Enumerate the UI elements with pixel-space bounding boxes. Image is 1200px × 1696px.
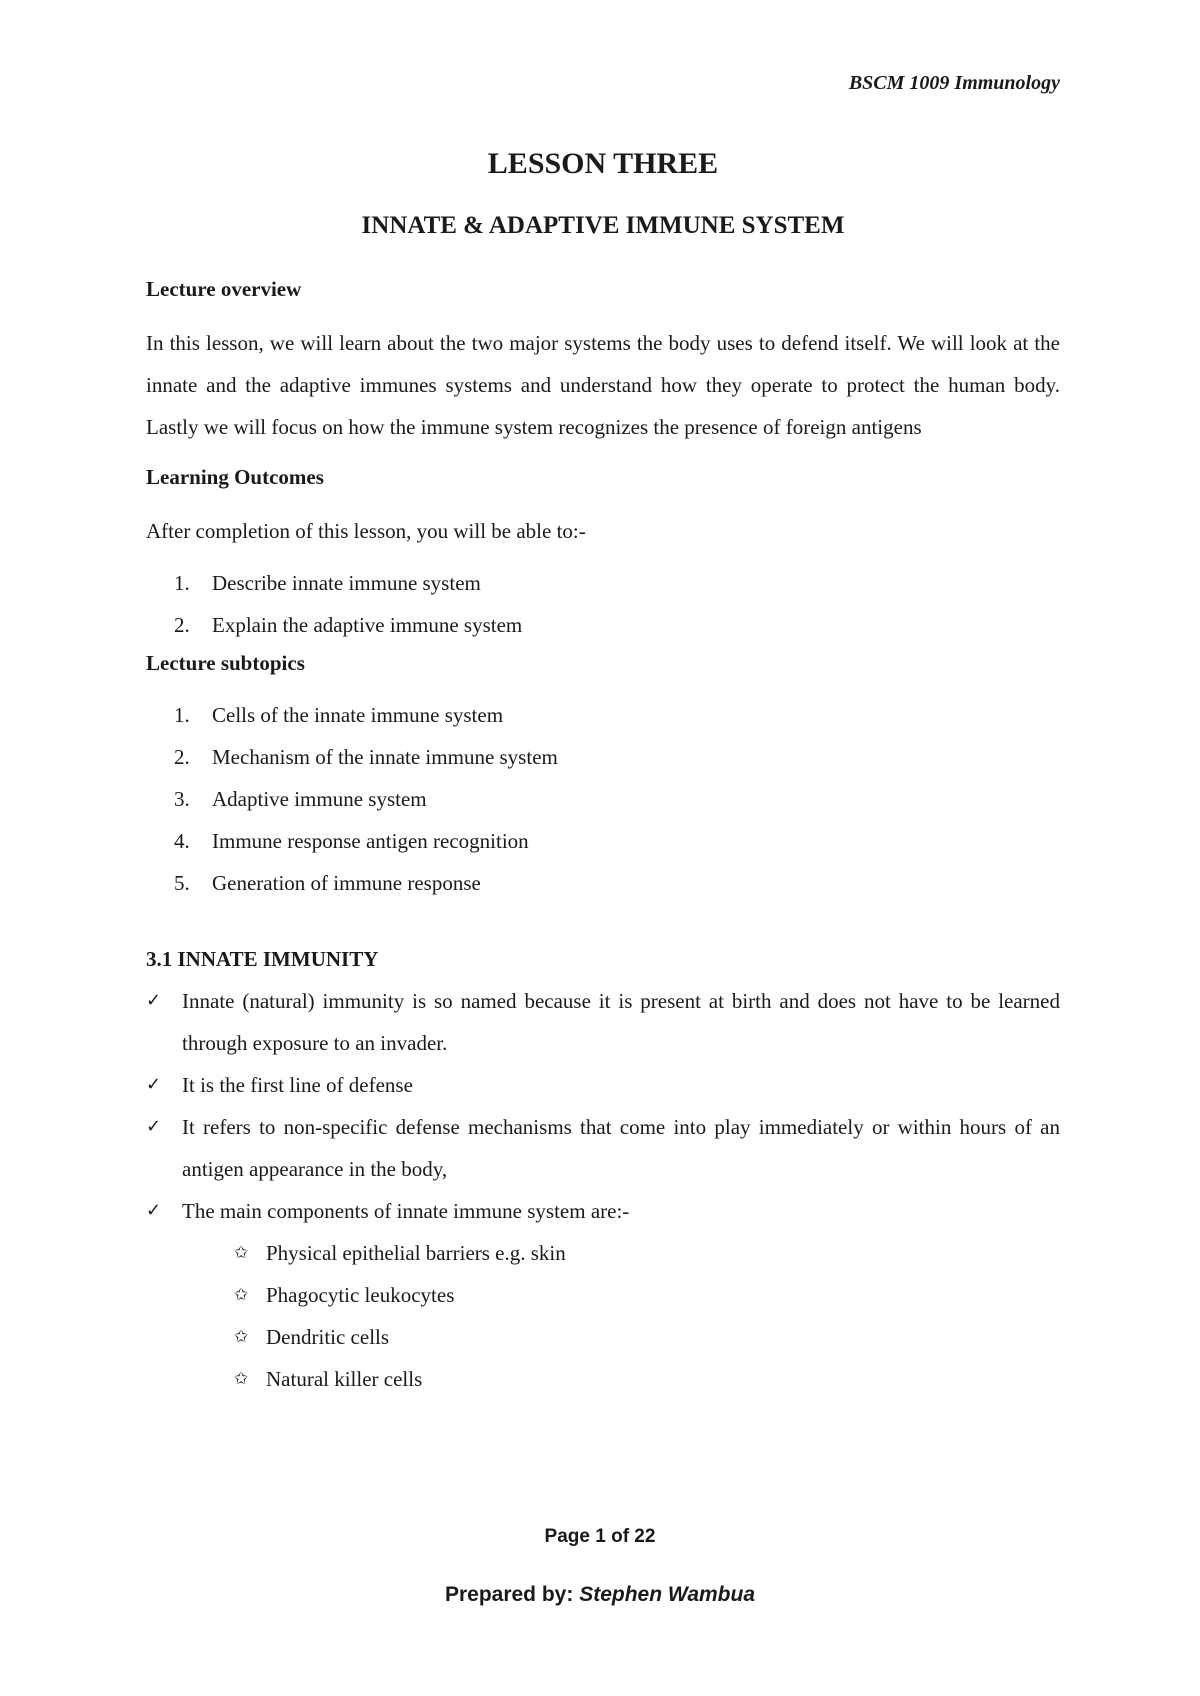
- list-text: Generation of immune response: [212, 871, 481, 895]
- list-number: 4.: [174, 829, 190, 853]
- list-text: It is the first line of defense: [182, 1073, 413, 1097]
- page-number: Page 1 of 22: [544, 1526, 656, 1547]
- list-item: [146, 562, 1060, 604]
- list-number: 1.: [174, 703, 190, 727]
- subtopics-list: [146, 694, 1060, 904]
- list-text: The main components of innate immune system are:-: [182, 1199, 630, 1223]
- list-item: [146, 778, 1060, 820]
- outcomes-heading: Learning Outcomes: [146, 465, 324, 489]
- star-outline-icon: ✩: [234, 1243, 249, 1263]
- list-item: [146, 1190, 1060, 1232]
- list-item: [146, 820, 1060, 862]
- list-item: [146, 1232, 1060, 1274]
- list-item: [146, 1358, 1060, 1400]
- list-text: Phagocytic leukocytes: [266, 1283, 455, 1307]
- outcomes-intro: After completion of this lesson, you will be able to:-: [146, 519, 586, 543]
- list-text: Mechanism of the innate immune system: [212, 745, 558, 769]
- list-number: 2.: [174, 613, 190, 637]
- author-name: Stephen Wambua: [579, 1583, 756, 1606]
- list-item: [146, 980, 1060, 1064]
- innate-components-list: [146, 1232, 1060, 1400]
- list-text: Innate (natural) immunity is so named because it is present at birth and does not have to be learned through exposure to an invader.: [182, 989, 1060, 1055]
- list-text: Cells of the innate immune system: [212, 703, 504, 727]
- list-item: [146, 1274, 1060, 1316]
- list-text: Immune response antigen recognition: [212, 829, 529, 853]
- list-item: [146, 1064, 1060, 1106]
- star-outline-icon: ✩: [234, 1327, 249, 1347]
- list-item: [146, 604, 1060, 646]
- list-text: Describe innate immune system: [212, 571, 481, 595]
- course-header: BSCM 1009 Immunology: [848, 72, 1060, 94]
- star-outline-icon: ✩: [234, 1285, 249, 1305]
- list-number: 1.: [174, 571, 190, 595]
- overview-heading: Lecture overview: [146, 277, 302, 301]
- list-number: 3.: [174, 787, 190, 811]
- star-outline-icon: ✩: [234, 1369, 249, 1389]
- list-number: 2.: [174, 745, 190, 769]
- outcomes-list: [146, 562, 1060, 646]
- list-text: Natural killer cells: [266, 1367, 423, 1391]
- prepared-by-label: Prepared by:: [444, 1583, 574, 1606]
- innate-points-list: [146, 980, 1060, 1232]
- list-text: It refers to non-specific defense mechanisms that come into play immediately or within hours of an antigen appearance in the body,: [182, 1115, 1060, 1181]
- innate-immunity-heading: 3.1 INNATE IMMUNITY: [146, 947, 379, 971]
- lesson-subtitle: INNATE & ADAPTIVE IMMUNE SYSTEM: [361, 212, 845, 239]
- list-item: [146, 694, 1060, 736]
- list-item: [146, 1106, 1060, 1190]
- list-item: [146, 862, 1060, 904]
- list-item: [146, 736, 1060, 778]
- lesson-title: LESSON THREE: [487, 147, 719, 180]
- prepared-by-footer: [0, 1583, 1200, 1607]
- list-number: 5.: [174, 871, 190, 895]
- check-mark-icon: ✓: [146, 1200, 162, 1221]
- list-text: Explain the adaptive immune system: [212, 613, 523, 637]
- page-content: [146, 142, 1060, 1400]
- subtopics-heading: Lecture subtopics: [146, 651, 305, 675]
- check-mark-icon: ✓: [146, 1116, 162, 1137]
- list-text: Adaptive immune system: [212, 787, 427, 811]
- list-text: Dendritic cells: [266, 1325, 390, 1349]
- check-mark-icon: ✓: [146, 1074, 162, 1095]
- list-text: Physical epithelial barriers e.g. skin: [266, 1241, 566, 1265]
- check-mark-icon: ✓: [146, 990, 162, 1011]
- overview-paragraph: In this lesson, we will learn about the two major systems the body uses to defend itself. We will look at the innate and the adaptive immunes systems and understand how they operate to protect the human body. Lastly we will focus on how the immune system recognizes the presence of foreign antigens: [146, 331, 1060, 439]
- list-item: [146, 1316, 1060, 1358]
